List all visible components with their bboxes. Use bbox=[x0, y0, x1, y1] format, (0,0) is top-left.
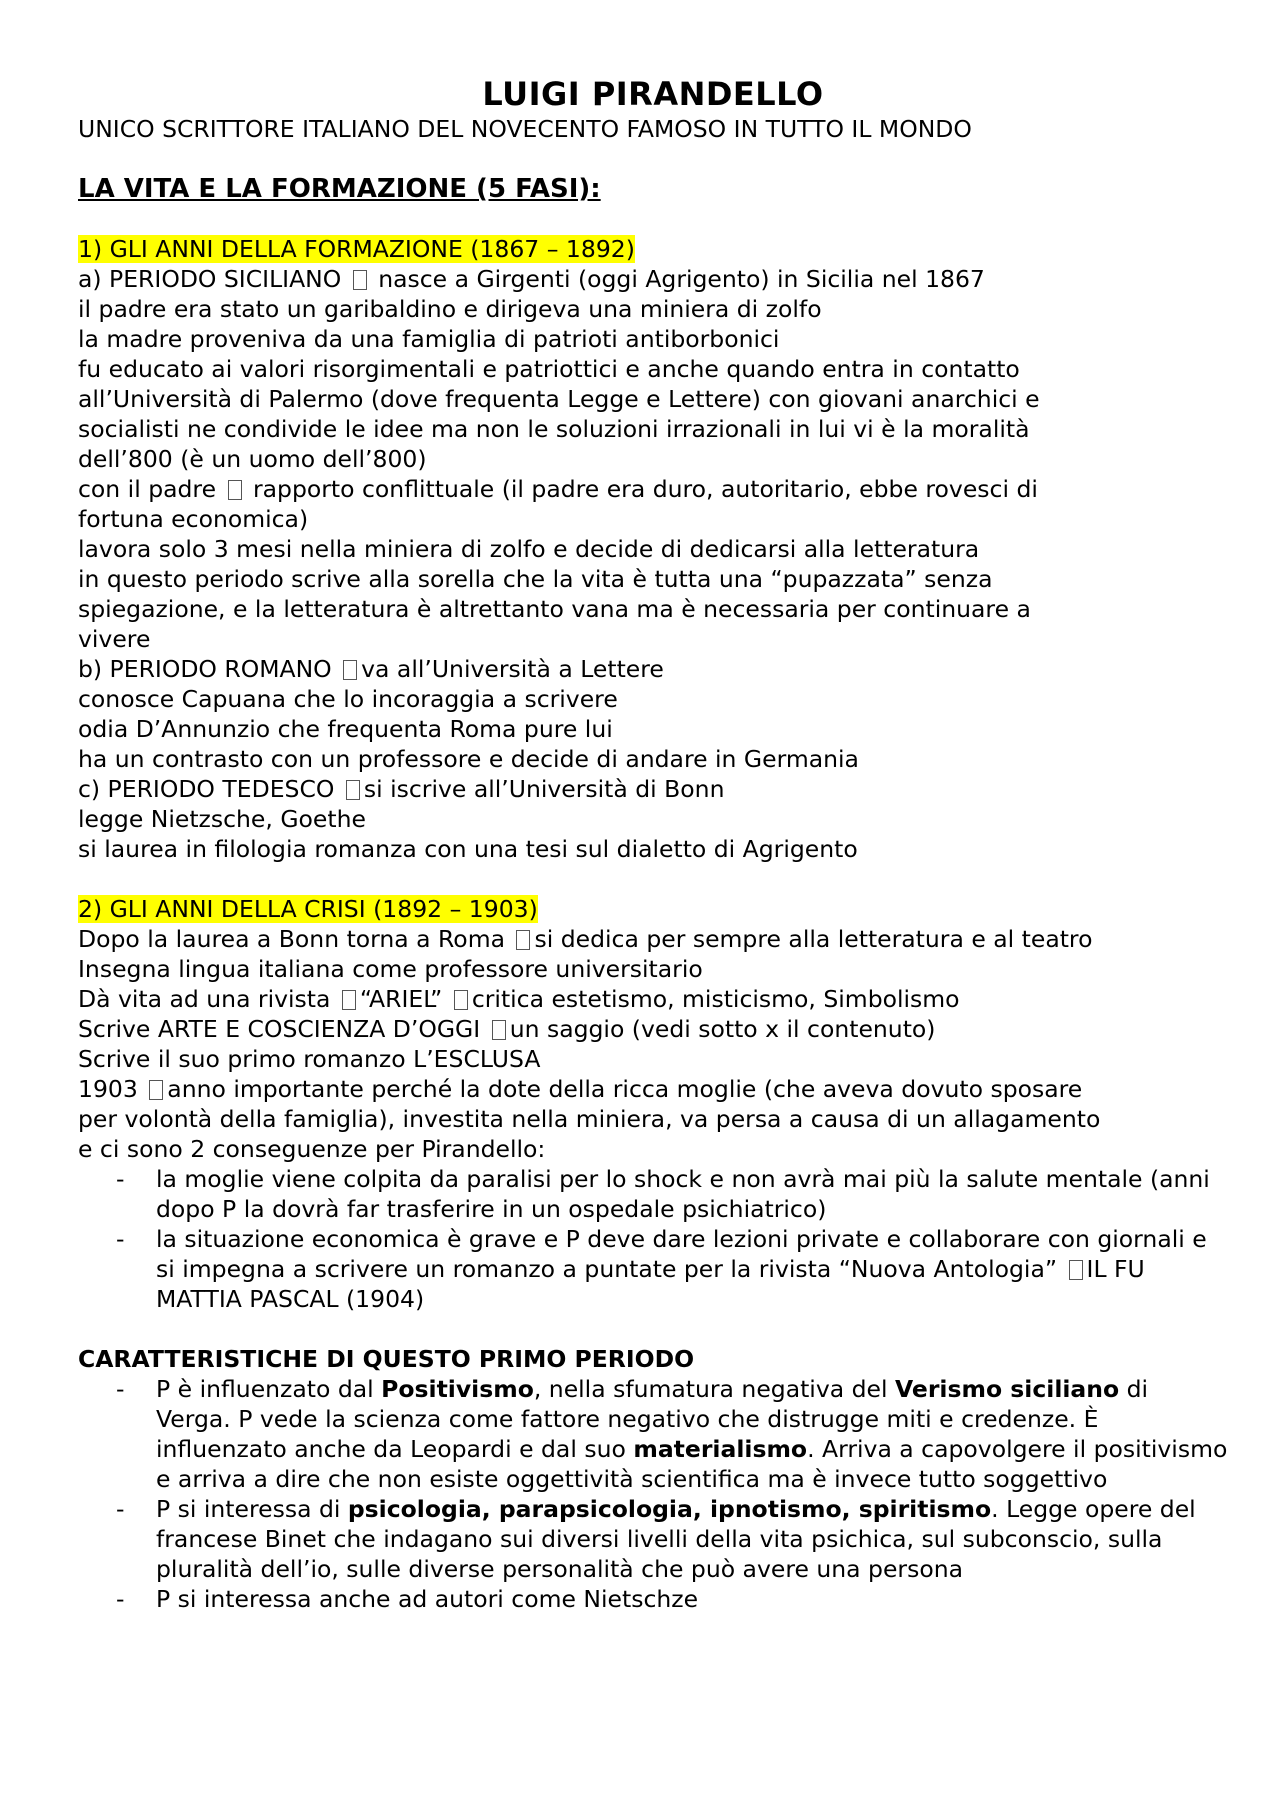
dash-bullet: - bbox=[116, 1585, 125, 1613]
text-line: all’Università di Palermo (dove frequenta Legge e Lettere) con giovani anarchici e bbox=[78, 385, 1040, 413]
list-item: - P si interessa anche ad autori come Nietschze bbox=[116, 1585, 699, 1613]
text-line: e ci sono 2 conseguenze per Pirandello: bbox=[78, 1135, 546, 1163]
text-line: lavora solo 3 mesi nella miniera di zolfo e decide di dedicarsi alla letteratura bbox=[78, 535, 980, 563]
text-line: Scrive ARTE E COSCIENZA D’OGGI un saggio (vedi sotto x il contenuto) bbox=[78, 1015, 936, 1043]
list-item: - la moglie viene colpita da paralisi per lo shock e non avrà mai più la salute mentale (anni dopo P la dovrà far trasferire in un ospedale psichiatrico) bbox=[116, 1165, 1210, 1223]
padre-line: con il padre rapporto conflittuale (il padre era duro, autoritario, ebbe rovesci di bbox=[78, 475, 1038, 503]
text-line: Dopo la laurea a Bonn torna a Roma si dedica per sempre alla letteratura e al teatro bbox=[78, 925, 1093, 953]
document-title: LUIGI PIRANDELLO bbox=[482, 75, 824, 113]
consequences-list bbox=[78, 1164, 1228, 1314]
text-line: il padre era stato un garibaldino e dirigeva una miniera di zolfo bbox=[78, 295, 822, 323]
periodo-tedesco-line: c) PERIODO TEDESCO si iscrive all’Università di Bonn bbox=[78, 775, 725, 803]
periodo-romano-line: b) PERIODO ROMANO va all’Università a Lettere bbox=[78, 655, 664, 683]
text-line: fortuna economica) bbox=[78, 505, 309, 533]
text-line: Dà vita ad una rivista “ARIEL” critica estetismo, misticismo, Simbolismo bbox=[78, 985, 960, 1013]
text-line: socialisti ne condivide le idee ma non le soluzioni irrazionali in lui vi è la moralità bbox=[78, 415, 1030, 443]
list-item: - P è influenzato dal Positivismo, nella sfumatura negativa del Verismo siciliano di Verga. P vede la scienza come fattore negativo che distrugge miti e credenze. È influenzato anche da Leopardi e dal suo materialismo. Arriva a capovolgere il positivismo e arriva a dire che non esiste oggettività scientifica ma è invece tutto soggettivo bbox=[116, 1375, 1228, 1493]
dash-bullet: - bbox=[116, 1375, 125, 1403]
text-line: dell’800 (è un uomo dell’800) bbox=[78, 445, 427, 473]
text-line: per volontà della famiglia), investita nella miniera, va persa a causa di un allagamento bbox=[78, 1105, 1101, 1133]
caratteristiche-list bbox=[78, 1374, 1228, 1614]
document-subtitle: UNICO SCRITTORE ITALIANO DEL NOVECENTO FAMOSO IN TUTTO IL MONDO bbox=[78, 115, 972, 143]
dash-bullet: - bbox=[116, 1225, 125, 1253]
text-line: la madre proveniva da una famiglia di patrioti antiborbonici bbox=[78, 325, 780, 353]
text-line: fu educato ai valori risorgimentali e patriottici e anche quando entra in contatto bbox=[78, 355, 1020, 383]
heading-caratteristiche: CARATTERISTICHE DI QUESTO PRIMO PERIODO bbox=[78, 1345, 695, 1373]
text-line: conosce Capuana che lo incoraggia a scrivere bbox=[78, 685, 618, 713]
arrow-right-icon bbox=[228, 480, 242, 500]
list-item: - P si interessa di psicologia, parapsicologia, ipnotismo, spiritismo. Legge opere del francese Binet che indagano sui diversi livelli della vita psichica, sul subconscio, sulla pluralità dell’io, sulle diverse personalità che può avere una persona bbox=[116, 1495, 1196, 1583]
arrow-right-icon bbox=[149, 1080, 163, 1100]
heading-anni-formazione: 1) GLI ANNI DELLA FORMAZIONE (1867 – 1892) bbox=[78, 235, 635, 263]
text-line: spiegazione, e la letteratura è altrettanto vana ma è necessaria per continuare a bbox=[78, 595, 1031, 623]
arrow-right-icon bbox=[343, 660, 357, 680]
text-line: si laurea in filologia romanza con una tesi sul dialetto di Agrigento bbox=[78, 835, 858, 863]
dash-bullet: - bbox=[116, 1495, 125, 1523]
document-page bbox=[78, 74, 1228, 1614]
text-line: ha un contrasto con un professore e decide di andare in Germania bbox=[78, 745, 859, 773]
heading-anni-crisi: 2) GLI ANNI DELLA CRISI (1892 – 1903) bbox=[78, 895, 538, 923]
text-line: Insegna lingua italiana come professore universitario bbox=[78, 955, 703, 983]
text-line: in questo periodo scrive alla sorella che la vita è tutta una “pupazzata” senza bbox=[78, 565, 993, 593]
list-item: - la situazione economica è grave e P deve dare lezioni private e collaborare con giornali e si impegna a scrivere un romanzo a puntate per la rivista “Nuova Antologia” IL FU MATTIA PASCAL (1904) bbox=[116, 1225, 1207, 1313]
section-heading-vita: LA VITA E LA FORMAZIONE (5 FASI): bbox=[78, 174, 601, 204]
periodo-siciliano-line: a) PERIODO SICILIANO nasce a Girgenti (oggi Agrigento) in Sicilia nel 1867 bbox=[78, 265, 985, 293]
arrow-right-icon bbox=[353, 270, 367, 290]
text-line: odia D’Annunzio che frequenta Roma pure lui bbox=[78, 715, 613, 743]
text-line: vivere bbox=[78, 625, 151, 653]
text-line: legge Nietzsche, Goethe bbox=[78, 805, 366, 833]
arrow-right-icon bbox=[346, 780, 360, 800]
dash-bullet: - bbox=[116, 1165, 125, 1193]
arrow-right-icon bbox=[1069, 1260, 1083, 1280]
arrow-right-icon bbox=[492, 1020, 506, 1040]
text-line: 1903 anno importante perché la dote della ricca moglie (che aveva dovuto sposare bbox=[78, 1075, 1083, 1103]
arrow-right-icon bbox=[454, 990, 468, 1010]
arrow-right-icon bbox=[342, 990, 356, 1010]
text-line: Scrive il suo primo romanzo L’ESCLUSA bbox=[78, 1045, 541, 1073]
arrow-right-icon bbox=[516, 930, 530, 950]
